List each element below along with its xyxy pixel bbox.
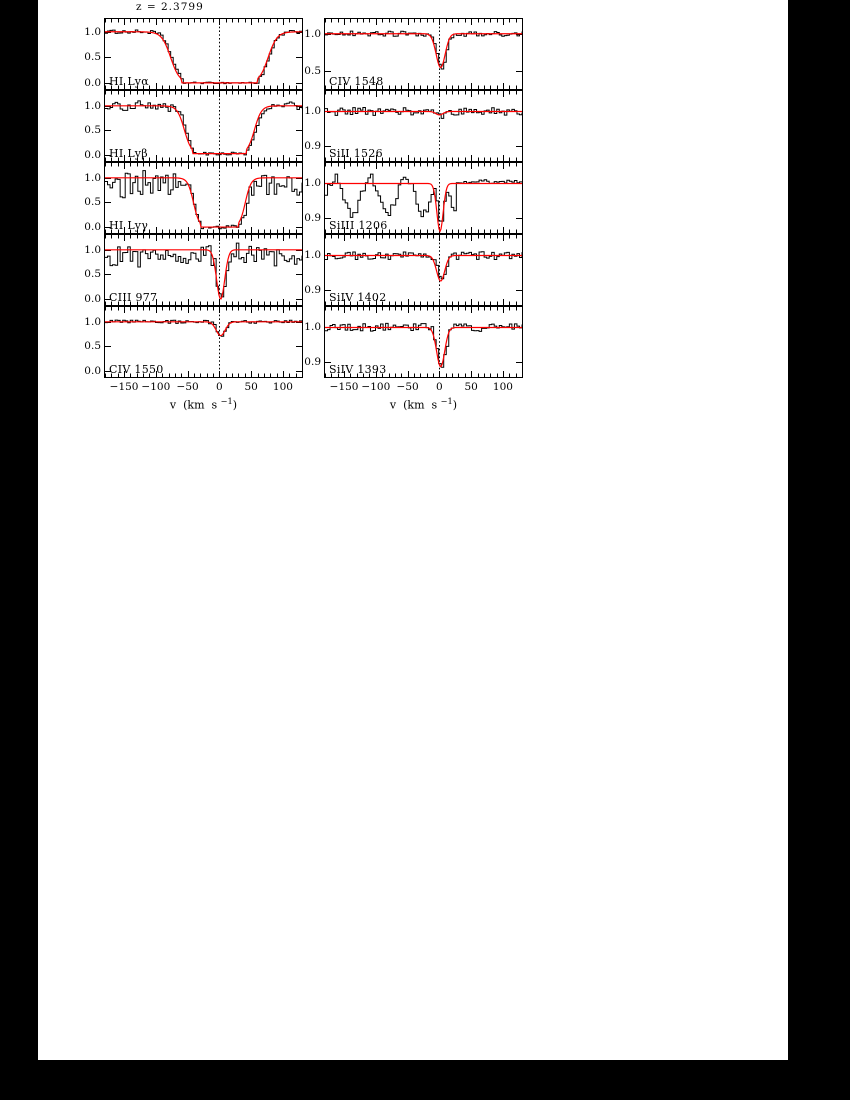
- y-tick-label: 0.5: [84, 51, 101, 64]
- x-tick-label: 0: [436, 381, 443, 393]
- x-tick-label: −50: [396, 381, 419, 393]
- x-axis-right: [324, 381, 523, 415]
- spectrum-panel-hi-lyγ: [84, 162, 303, 234]
- x-tick-label: 100: [492, 381, 513, 393]
- y-tick-label: 0.0: [84, 365, 101, 378]
- spectrum-panel-siiv-1393: [304, 306, 523, 378]
- y-tick-label: 0.0: [84, 76, 101, 89]
- y-tick-label: 0.5: [84, 340, 101, 353]
- x-tick-label: 50: [244, 381, 258, 393]
- y-tick-label: 0.0: [84, 221, 101, 234]
- panel-title: CIV 1550: [109, 363, 164, 376]
- y-tick-label: 1.0: [84, 25, 101, 38]
- panel-title: CIII 977: [109, 291, 158, 304]
- x-axis-left: [104, 381, 303, 415]
- y-tick-label: 0.5: [84, 268, 101, 281]
- x-tick-label: 100: [272, 381, 293, 393]
- panel-title: HI Lyγ: [109, 219, 149, 232]
- panel-title: HI Lyβ: [109, 147, 148, 160]
- y-tick-label: 0.9: [304, 211, 321, 224]
- x-axis-label: v (km s $^{-1}$): [389, 396, 458, 412]
- y-tick-label: 0.5: [84, 196, 101, 209]
- y-tick-label: 0.9: [304, 283, 321, 296]
- y-tick-label: 1.0: [84, 315, 101, 328]
- velocity-plot-figure: [38, 0, 788, 460]
- y-tick-label: 0.9: [304, 139, 321, 152]
- panel-title: SiIII 1206: [329, 219, 388, 232]
- spectrum-panel-hi-lyβ: [84, 90, 303, 162]
- spectrum-panel-civ-1548: [304, 18, 523, 90]
- y-tick-label: 1.0: [304, 105, 321, 118]
- x-tick-label: −150: [329, 381, 359, 393]
- y-tick-label: 1.0: [84, 99, 101, 112]
- spectrum-panel-civ-1550: [84, 306, 303, 378]
- y-tick-label: 1.0: [84, 171, 101, 184]
- y-tick-label: 1.0: [304, 177, 321, 190]
- panel-title: CIV 1548: [329, 75, 384, 88]
- y-tick-label: 0.0: [84, 293, 101, 306]
- spectrum-panel-siiii-1206: [304, 162, 523, 234]
- spectrum-panel-siiv-1402: [304, 234, 523, 306]
- spectrum-panel-siii-1526: [304, 90, 523, 162]
- x-tick-label: −100: [141, 381, 171, 393]
- x-tick-label: −100: [361, 381, 391, 393]
- panel-title: SiIV 1393: [329, 363, 387, 376]
- panel-title: HI Lyα: [109, 75, 149, 88]
- panel-title: SiII 1526: [329, 147, 383, 160]
- x-axis-label: v (km s $^{-1}$): [169, 396, 238, 412]
- redshift-label: z = 2.3799: [136, 1, 204, 13]
- y-tick-label: 1.0: [304, 249, 321, 262]
- spectrum-panel-hi-lyα: [84, 18, 303, 90]
- y-tick-label: 0.9: [304, 355, 321, 368]
- y-tick-label: 0.5: [84, 124, 101, 137]
- y-tick-label: 1.0: [304, 27, 321, 40]
- y-tick-label: 0.5: [304, 64, 321, 77]
- y-tick-label: 1.0: [84, 243, 101, 256]
- spectrum-panel-ciii-977: [84, 234, 303, 306]
- x-tick-label: −50: [176, 381, 199, 393]
- y-tick-label: 0.0: [84, 149, 101, 162]
- y-tick-label: 1.0: [304, 321, 321, 334]
- figure-sheet: [38, 0, 788, 1060]
- x-tick-label: 50: [464, 381, 478, 393]
- panel-title: SiIV 1402: [329, 291, 387, 304]
- x-tick-label: 0: [216, 381, 223, 393]
- x-tick-label: −150: [109, 381, 139, 393]
